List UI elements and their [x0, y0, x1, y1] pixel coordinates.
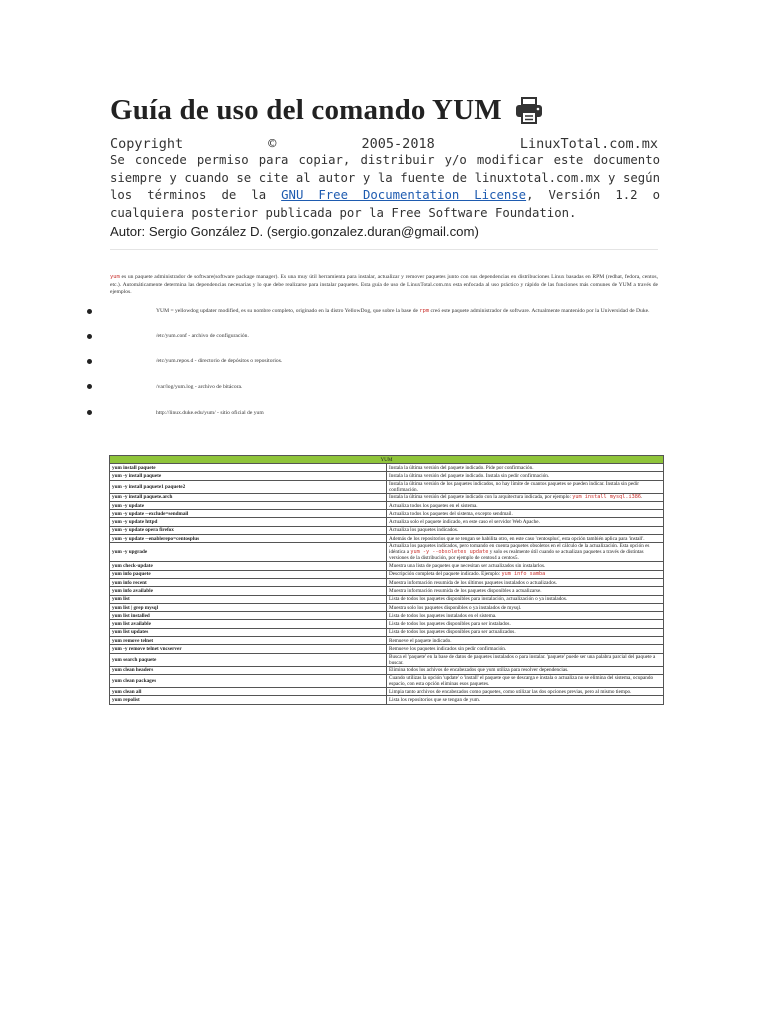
description-text: Lista de todos los paquetes disponibles para instalación, actualización o ya instalados.	[389, 596, 568, 603]
description-cell	[387, 464, 664, 472]
copyright-symbol: ©	[268, 136, 277, 152]
copyright-site: LinuxTotal.com.mx	[519, 136, 658, 152]
intro-paragraph	[110, 274, 658, 297]
command-cell: yum list available	[110, 620, 387, 628]
bullet-item-3: /etc/yum.repos.d - directorio de depósitos o repositorios.	[156, 358, 283, 364]
description-cell	[387, 666, 664, 674]
table-row	[110, 570, 664, 578]
command-cell: yum -y update --enablerepo=centosplus	[110, 535, 387, 543]
table-row	[110, 612, 664, 620]
command-cell: yum -y install paquete1 paquete2	[110, 480, 387, 493]
copyright-years: 2005-2018	[361, 136, 435, 152]
description-cell	[387, 493, 664, 501]
bullet-dot	[87, 384, 92, 389]
printer-icon[interactable]	[514, 97, 544, 125]
description-text: Actualiza todos los paquetes en el sistema.	[389, 502, 478, 509]
table-header-row	[110, 456, 664, 464]
command-cell: yum list updates	[110, 628, 387, 636]
intro-text: es un paquete administrador de software(software package manager). Es una muy útil herramienta para instalar, actualizar y remover paquetes junto con sus dependencias en distribuciones Linux basadas en RPM (redhat, fedora, centos, etc.). Automáticamente determina las dependencias necesarias y lo que debe realizarse para instalar paquetes. Esta guía de uso de LinuxTotal.com.mx esta enfocada al uso práctico y rápido de las funciones más comunes de YUM a través de ejemplos.	[110, 274, 658, 296]
description-cell	[387, 510, 664, 518]
description-text: Remueve los paquetes indicados sin pedir confirmación.	[389, 645, 507, 652]
table-row	[110, 666, 664, 674]
bullet-dot	[87, 410, 92, 415]
table-row	[110, 562, 664, 570]
table-row	[110, 603, 664, 611]
description-cell	[387, 637, 664, 645]
description-cell	[387, 645, 664, 653]
description-cell	[387, 526, 664, 534]
yum-commands-table	[109, 455, 664, 705]
description-cell	[387, 501, 664, 509]
command-cell: yum clean packages	[110, 674, 387, 687]
command-cell: yum -y update	[110, 501, 387, 509]
table-row	[110, 637, 664, 645]
table-row	[110, 674, 664, 687]
table-row	[110, 493, 664, 501]
table-row	[110, 535, 664, 543]
description-text: Instala la última versión del paquete indicado. Pide por confirmación.	[389, 464, 534, 471]
command-cell: yum -y update opera firefox	[110, 526, 387, 534]
description-cell	[387, 535, 664, 543]
description-text-after: y solo es realmente útil cuando se actualizan paquetes a través de distintas versiones de la distribución, por ejemplo de centos4 a centos5.	[389, 549, 644, 562]
description-text: Muestra información resumida de los paquetes disponibles a actualizarse.	[389, 587, 542, 594]
description-cell	[387, 612, 664, 620]
author-line: Autor: Sergio González D. (sergio.gonzalez.duran@gmail.com)	[110, 224, 479, 239]
copyright-line	[110, 136, 658, 152]
description-code: yum info samba	[501, 571, 546, 578]
table-row	[110, 464, 664, 472]
bullet-item-1	[110, 308, 660, 316]
bullet-item-1-code: rpm	[419, 308, 430, 314]
description-cell	[387, 628, 664, 636]
description-cell	[387, 674, 664, 687]
bullet-item-5: http://linux.duke.edu/yum/ - sitio oficial de yum	[156, 410, 264, 416]
table-row	[110, 628, 664, 636]
command-cell: yum install paquete	[110, 464, 387, 472]
description-text: Instala la última versión del paquete indicado. Instala sin pedir confirmación.	[389, 472, 550, 479]
description-text: Limpia tanto archivos de encabezados como paquetes, como utilizar las dos opciones previas, pero al mismo tiempo.	[389, 688, 632, 695]
table-row	[110, 687, 664, 695]
description-cell	[387, 472, 664, 480]
table-row	[110, 518, 664, 526]
description-cell	[387, 578, 664, 586]
description-cell	[387, 562, 664, 570]
description-text: Muestra solo los paquetes disponibles o ya instalados de mysql.	[389, 604, 522, 611]
description-cell	[387, 587, 664, 595]
command-cell: yum info recent	[110, 578, 387, 586]
description-text: Actualiza todos los paquetes del sistema, excepto sendmail.	[389, 510, 513, 517]
page-title: Guía de uso del comando YUM	[110, 94, 502, 126]
bullet-item-4: /var/log/yum.log - archivo de bitácora.	[156, 384, 243, 390]
license-text-before: Se concede permiso para copiar, distribuir y/o modificar este documento siempre y cuando se cite al autor y la fuente de linuxtotal.com.mx y según los términos de la	[110, 153, 660, 202]
command-cell: yum search paquete	[110, 653, 387, 666]
table-row	[110, 653, 664, 666]
license-text-after: , Versión 1.2 o cualquiera posterior publicada por la Free Software Foundation.	[110, 188, 660, 220]
table-row	[110, 501, 664, 509]
command-cell: yum info available	[110, 587, 387, 595]
command-cell: yum -y update httpd	[110, 518, 387, 526]
command-cell: yum -y update --exclude=sendmail	[110, 510, 387, 518]
description-text: Instala la última versión de los paquetes indicados, no hay límite de cuantos paquetes se pueden indicar. Instala sin pedir confirmación.	[389, 480, 639, 493]
description-text: Actualiza los paquetes indicados, pero tomando en cuenta paquetes obsoletos en el cálculo de la actualización. Esta opción es idéntica a	[389, 543, 650, 556]
description-text: Lista los repositorios que se tengan de yum.	[389, 696, 481, 703]
description-text: Lista de todos los paquetes disponibles para ser instalados.	[389, 621, 511, 628]
description-text: Actualiza los paquetes indicados.	[389, 527, 459, 534]
bullet-dot	[87, 359, 92, 364]
table-row	[110, 543, 664, 562]
copyright-label: Copyright	[110, 136, 184, 152]
description-text: Elimina todos los achivos de encabezados que yum utiliza para resolver dependencias.	[389, 667, 569, 674]
command-cell: yum remove telnet	[110, 637, 387, 645]
description-text: Lista de todos los paquetes instalados en el sistema.	[389, 612, 497, 619]
description-cell	[387, 518, 664, 526]
gnu-fdl-link[interactable]: GNU Free Documentation License	[281, 188, 527, 202]
command-cell: yum -y upgrade	[110, 543, 387, 562]
command-cell: yum -y install paquete.arch	[110, 493, 387, 501]
title-row	[110, 94, 544, 127]
command-cell: yum info paquete	[110, 570, 387, 578]
command-cell: yum -y remove telnet vncserver	[110, 645, 387, 653]
table-row	[110, 645, 664, 653]
description-text: Instala la última versión del paquete indicado con la arquitectura indicada, por ejemplo:	[389, 494, 573, 501]
description-text: Cuando utilizas la opción 'update' o 'install' el paquete que se descarga e instala o actualiza no se elimina del sistema, ocupando espacio, con esta opción eliminas esos paquetes.	[389, 674, 654, 687]
bullet-item-1-text-after: creó este paquete administrador de software. Actualmente mantenido por la Universidad de Duke.	[429, 308, 650, 314]
description-text: Además de los repositorios que se tengan se habilita otro, en este caso 'centosplus', esta opción también aplica para 'install'.	[389, 535, 645, 542]
command-cell: yum -y install paquete	[110, 472, 387, 480]
command-cell: yum list | grep mysql	[110, 603, 387, 611]
description-cell	[387, 570, 664, 578]
description-text: Remueve el paquete indicado.	[389, 637, 452, 644]
description-cell	[387, 687, 664, 695]
bullet-dot	[87, 309, 92, 314]
command-cell: yum list installed	[110, 612, 387, 620]
description-cell	[387, 653, 664, 666]
command-cell: yum clean all	[110, 687, 387, 695]
description-text-after: .	[640, 494, 643, 501]
table-row	[110, 620, 664, 628]
description-text: Actualiza solo el paquete indicado, en este caso el servidor Web Apache.	[389, 519, 540, 526]
command-cell: yum list	[110, 595, 387, 603]
intro-code: yum	[110, 274, 120, 280]
description-cell	[387, 480, 664, 493]
description-text: Busca el 'paquete' en la base de datos de paquetes instalados o para instalar. 'paquete' puede ser una palabra parcial del paquete a buscar.	[389, 653, 656, 666]
command-cell: yum repolist	[110, 696, 387, 704]
table-row	[110, 587, 664, 595]
description-code: yum -y --obsoletes update	[410, 549, 489, 556]
table-row	[110, 578, 664, 586]
table-row	[110, 696, 664, 704]
description-code: yum install mysql.i386	[572, 494, 641, 501]
description-cell	[387, 620, 664, 628]
table-row	[110, 510, 664, 518]
table-header: YUM	[110, 456, 664, 464]
table-row	[110, 526, 664, 534]
command-cell: yum clean headers	[110, 666, 387, 674]
description-text: Descripción completa del paquete indicado. Ejemplo:	[389, 571, 502, 578]
license-text	[110, 152, 660, 222]
description-cell	[387, 595, 664, 603]
bullet-item-1-text: YUM = yellowdog updater modified, es su nombre completo, originado en la distro YellowDog, que sobre la base de	[156, 308, 420, 314]
description-text: Muestra información resumida de los últimos paquetes instalados o actualizados.	[389, 579, 557, 586]
description-text: Muestra una lista de paquetes que necesitan ser actualizados sin instalarlos.	[389, 563, 546, 570]
bullet-item-2: /etc/yum.conf - archivo de configuración.	[156, 333, 249, 339]
divider	[110, 249, 658, 250]
command-cell: yum check-update	[110, 562, 387, 570]
description-text: Lista de todos los paquetes disponibles para ser actualizados.	[389, 629, 516, 636]
table-row	[110, 472, 664, 480]
description-cell	[387, 696, 664, 704]
table-row	[110, 595, 664, 603]
table-body	[110, 464, 664, 705]
table-row	[110, 480, 664, 493]
bullet-dot	[87, 334, 92, 339]
description-cell	[387, 603, 664, 611]
description-cell	[387, 543, 664, 562]
